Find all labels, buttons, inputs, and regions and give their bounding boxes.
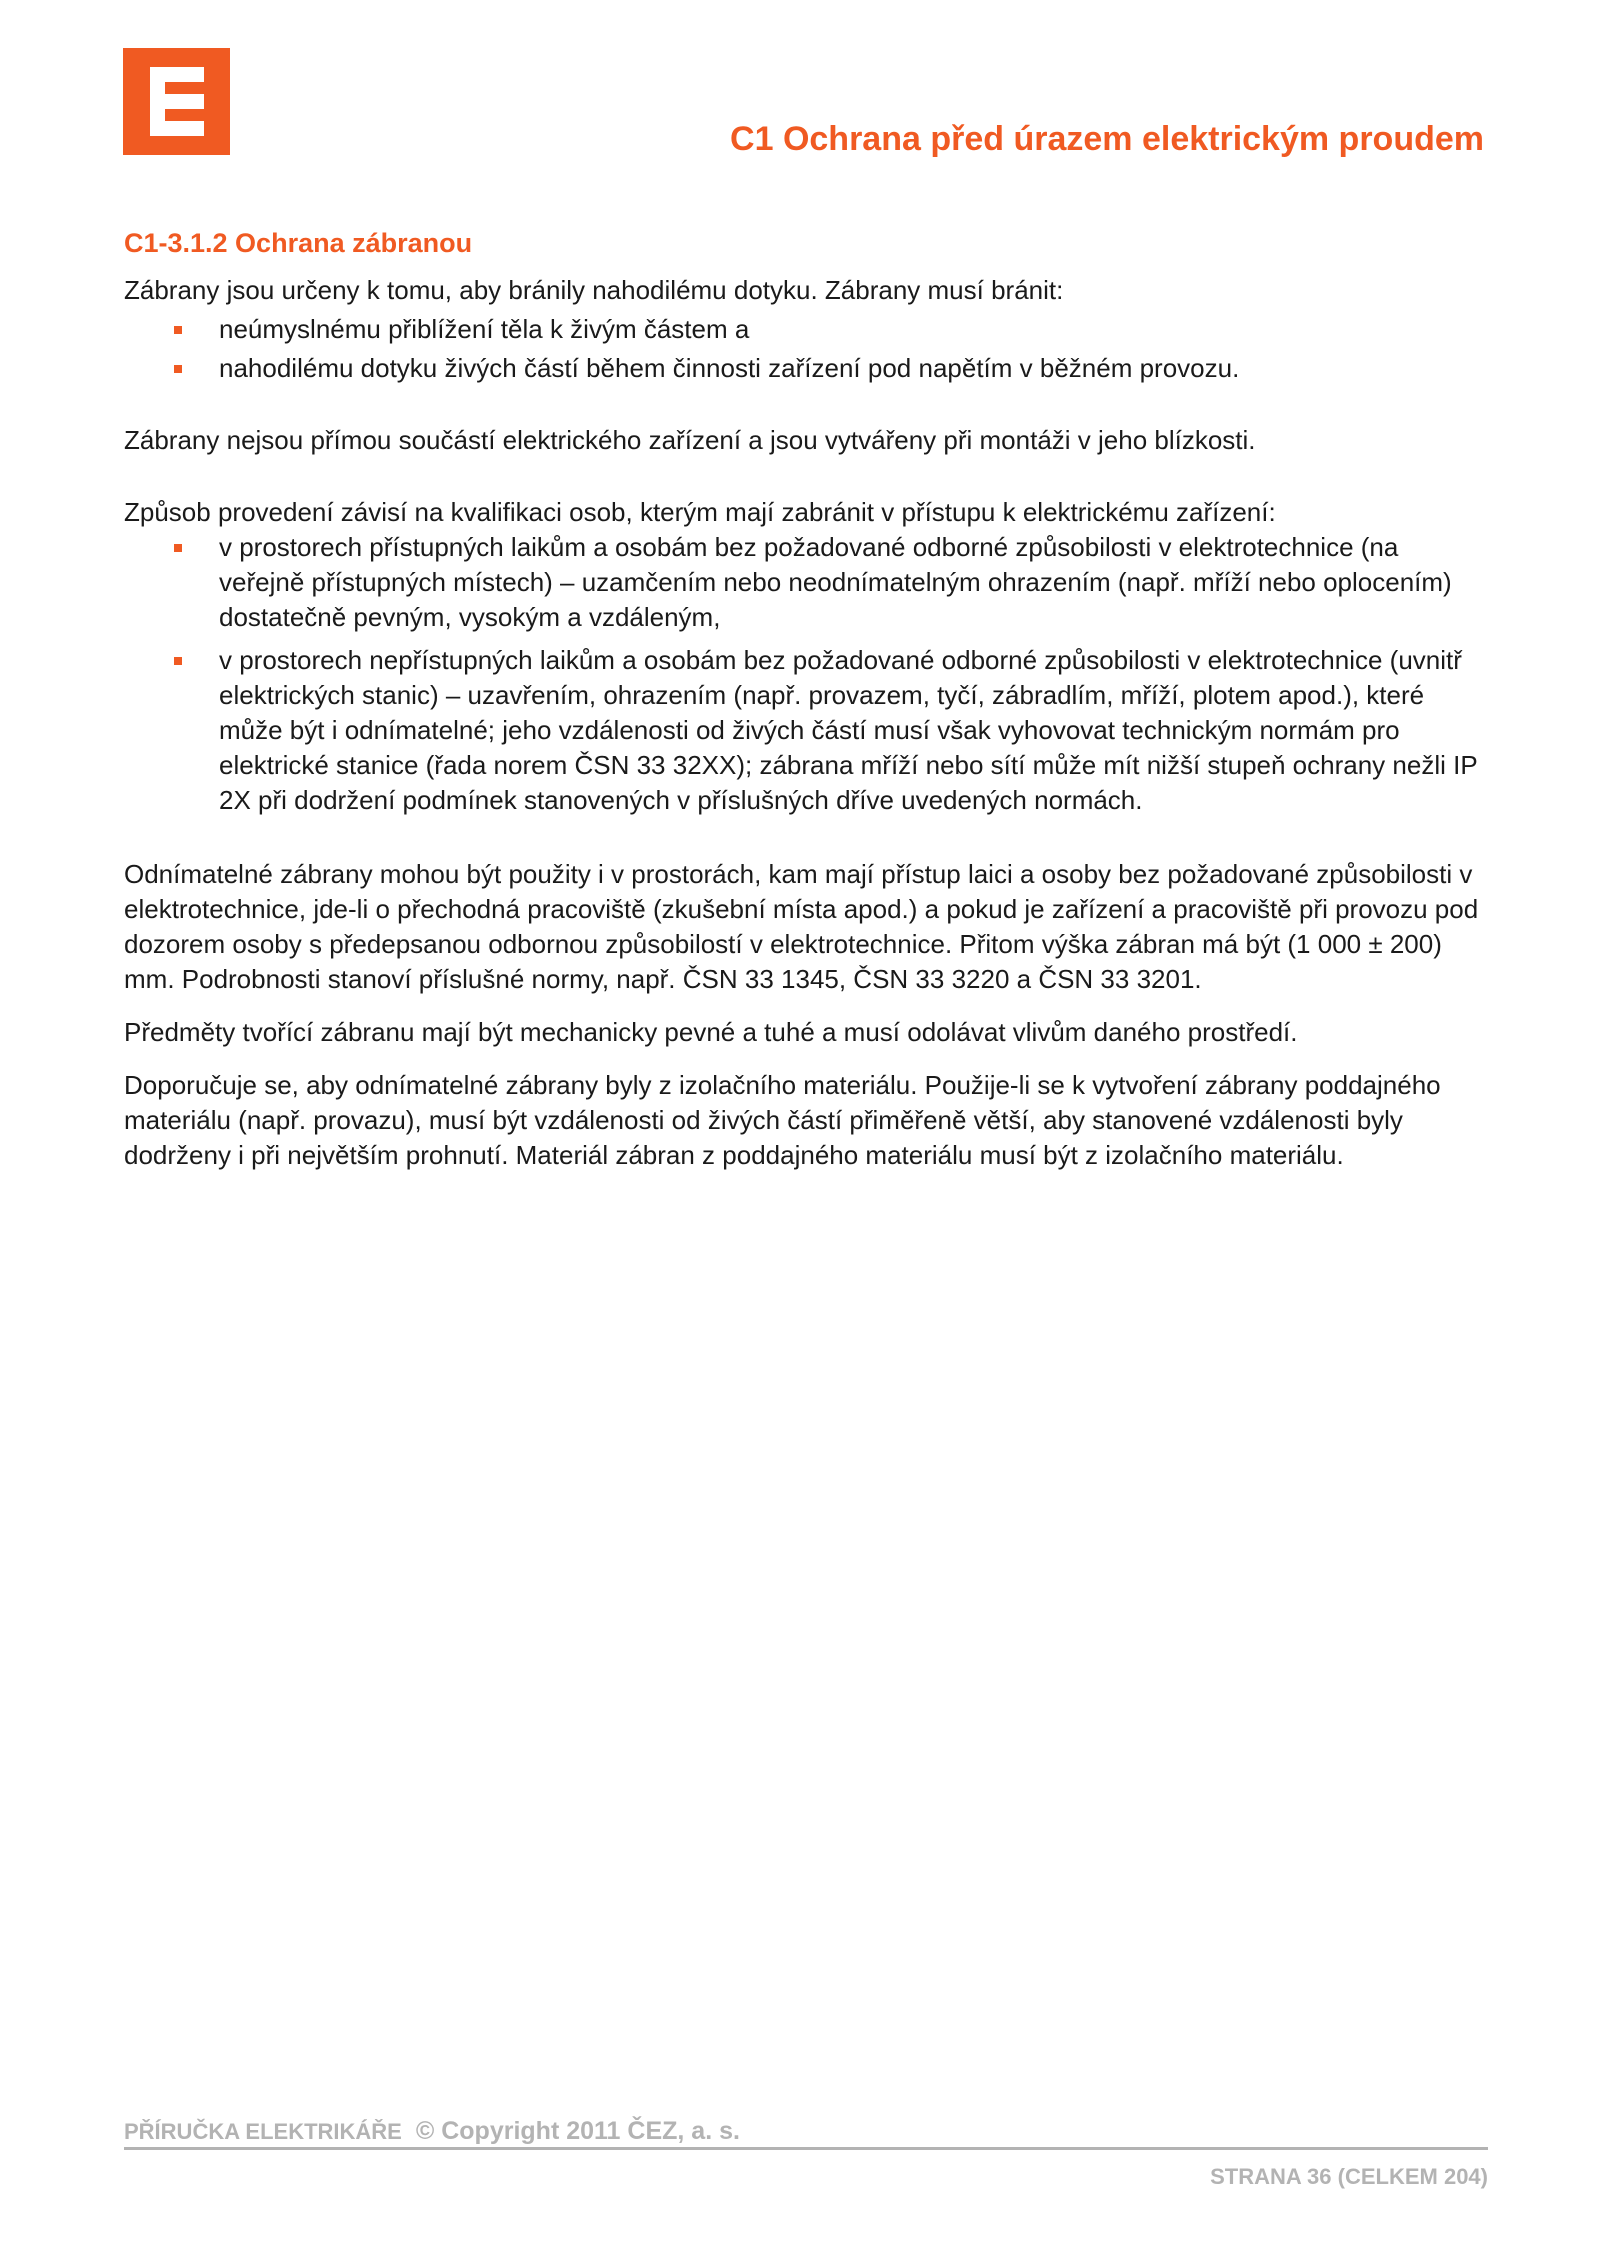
footer-divider xyxy=(124,2147,1488,2150)
bullet-marker-icon xyxy=(174,365,182,373)
copyright-notice: © Copyright 2011 ČEZ, a. s. xyxy=(415,2117,740,2145)
intro-paragraph: Zábrany jsou určeny k tomu, aby bránily nahodilému dotyku. Zábrany musí bránit: xyxy=(124,275,1064,305)
paragraph-2: Zábrany nejsou přímou součástí elektrického zařízení a jsou vytvářeny při montáži v jeho blízkosti. xyxy=(124,425,1256,455)
paragraph-5: Předměty tvořící zábranu mají být mechanicky pevné a tuhé a musí odolávat vlivům daného prostředí. xyxy=(124,1017,1298,1047)
list-item xyxy=(124,351,1484,386)
bullet-list-2 xyxy=(124,530,1484,818)
bullet-marker-icon xyxy=(174,657,182,665)
list-item-text: neúmyslnému přiblížení těla k živým částem a xyxy=(219,314,750,344)
paragraph-3: Způsob provedení závisí na kvalifikaci osob, kterým mají zabránit v přístupu k elektrickému zařízení: xyxy=(124,497,1276,527)
bullet-marker-icon xyxy=(174,326,182,334)
list-item-text: v prostorech nepřístupných laikům a osobám bez požadované odborné způsobilosti v elektrotechnice (uvnitř elektrických stanic) – uzavřením, ohrazením (např. provazem, tyčí, zábradlím, mříží, plotem apod.), které může být i odnímatelné; jeho vzdálenosti od živých částí musí však vyhovovat technickým normám pro elektrické stanice (řada norem ČSN 33 32XX); zábrana mříží nebo sítí může mít nižší stupeň ochrany nežli IP 2X při dodržení podmínek stanovených v příslušných dříve uvedených normách. xyxy=(219,645,1478,815)
footer-publication xyxy=(124,2117,740,2146)
paragraph-4: Odnímatelné zábrany mohou být použity i v prostorách, kam mají přístup laici a osoby bez požadované způsobilosti v elektrotechnice, jde-li o přechodná pracoviště (zkušební místa apod.) a pokud je zařízení a pracoviště při provozu pod dozorem osoby s předepsanou odbornou způsobilostí v elektrotechnice. Přitom výška zábran má být (1 000 ± 200) mm. Podrobnosti stanoví příslušné normy, např. ČSN 33 1345, ČSN 33 3220 a ČSN 33 3201. xyxy=(124,859,1479,994)
list-item xyxy=(124,530,1484,635)
list-item xyxy=(124,643,1484,818)
cez-logo-icon xyxy=(123,48,230,155)
list-item-text: nahodilému dotyku živých částí během činnosti zařízení pod napětím v běžném provozu. xyxy=(219,353,1240,383)
list-item-text: v prostorech přístupných laikům a osobám bez požadované odborné způsobilosti v elektrotechnice (na veřejně přístupných místech) – uzamčením nebo neodnímatelným ohrazením (např. mříží nebo oplocením) dostatečně pevným, vysokým a vzdáleným, xyxy=(219,532,1452,632)
bullet-list-1 xyxy=(124,312,1484,386)
page-title: C1 Ochrana před úrazem elektrickým proudem xyxy=(730,120,1484,158)
paragraph-6: Doporučuje se, aby odnímatelné zábrany byly z izolačního materiálu. Použije-li se k vytvoření zábrany poddajného materiálu (např. provazu), musí být vzdálenosti od živých částí přiměřeně větší, aby stanovené vzdálenosti byly dodrženy i při největším prohnutí. Materiál zábran z poddajného materiálu musí být z izolačního materiálu. xyxy=(124,1070,1441,1170)
section-heading: C1-3.1.2 Ochrana zábranou xyxy=(124,228,473,258)
bullet-marker-icon xyxy=(174,544,182,552)
list-item xyxy=(124,312,1484,347)
publication-name: PŘÍRUČKA ELEKTRIKÁŘE xyxy=(124,2119,402,2144)
document-body xyxy=(124,226,1484,1173)
page-number: STRANA 36 (CELKEM 204) xyxy=(1210,2164,1488,2189)
